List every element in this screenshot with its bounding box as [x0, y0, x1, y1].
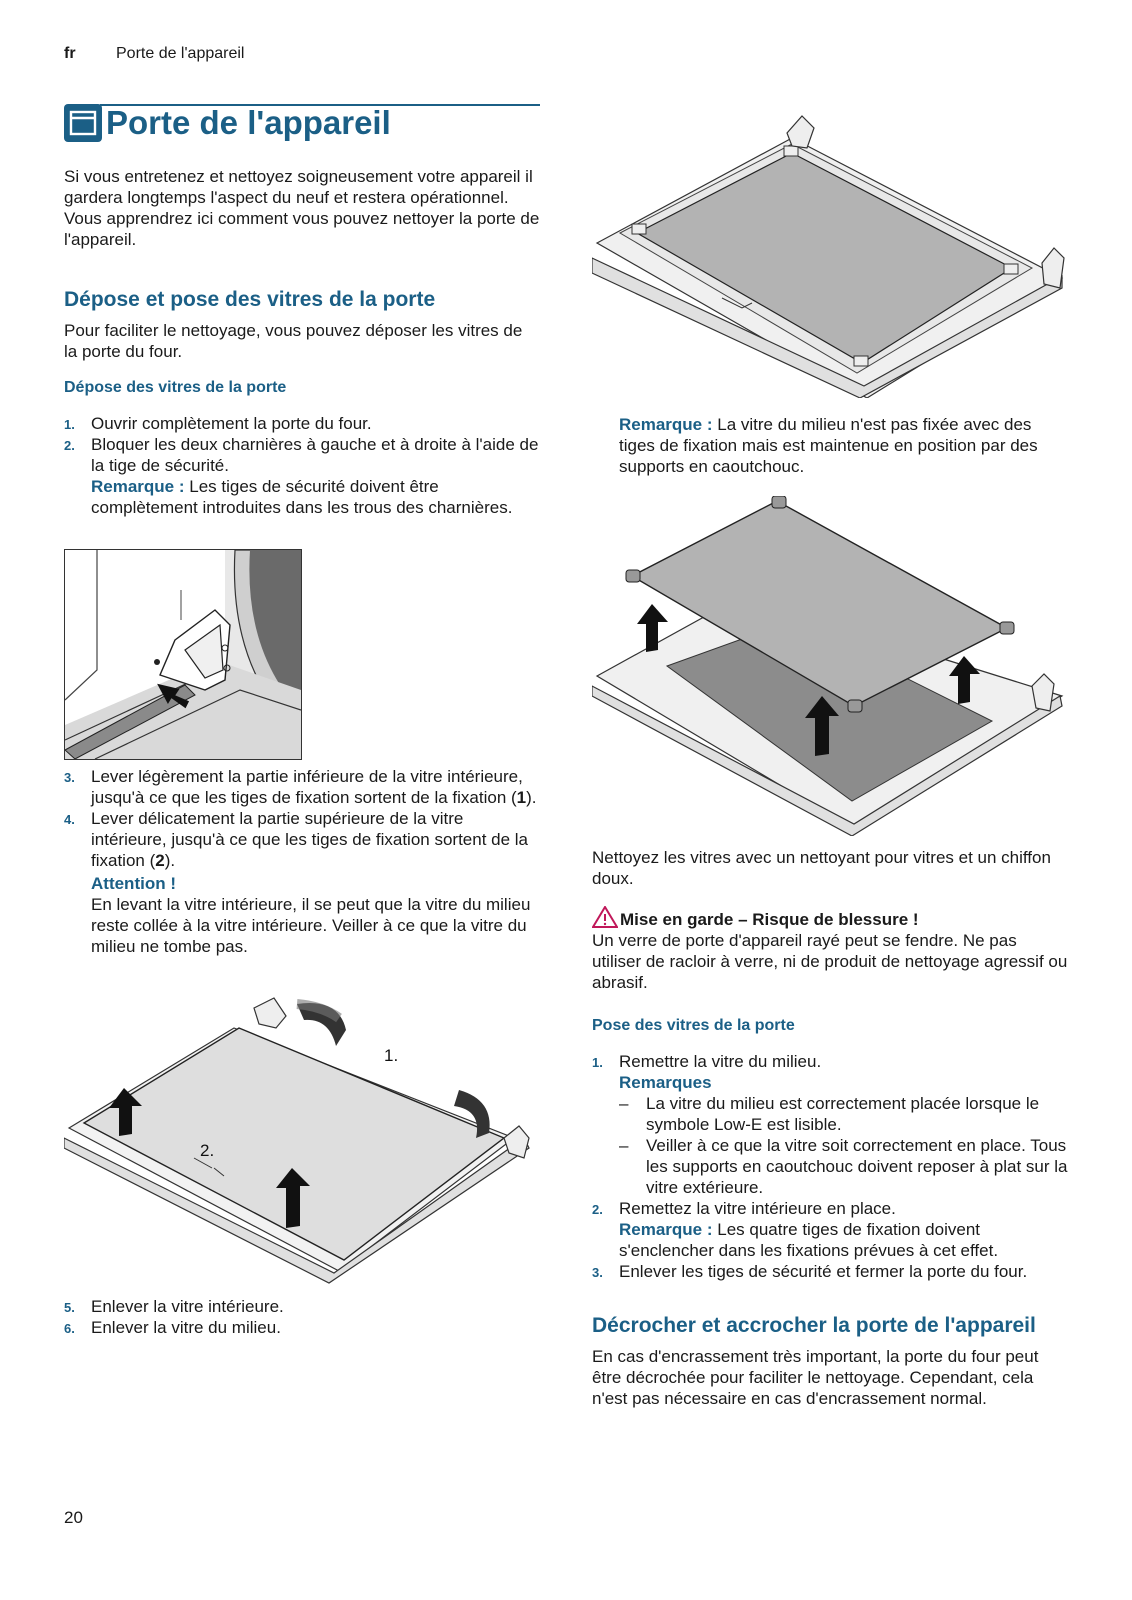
door-icon — [64, 104, 102, 142]
remarque-item: – Veiller à ce que la vitre soit correctement en place. Tous les supports en caoutchouc doivent reposer à plat sur la vitre extérieure. — [619, 1136, 1068, 1197]
step-6 — [64, 1317, 540, 1338]
attention-block — [64, 873, 540, 957]
middle-glass-figure — [592, 496, 1072, 836]
attention-text: En levant la vitre intérieure, il se peut que la vitre du milieu reste collée à la vitre intérieure. Veiller à ce que la vitre du milieu ne tombe pas. — [91, 895, 531, 956]
step-2 — [64, 434, 540, 476]
left-column — [64, 166, 540, 518]
step-end: ). — [164, 851, 176, 870]
section1-text: Pour faciliter le nettoyage, vous pouvez déposer les vitres de la porte du four. — [64, 321, 523, 361]
right-note-1 — [592, 414, 1068, 477]
step-text: Remettre la vitre du milieu. — [619, 1052, 822, 1071]
note-text: Les quatre tiges de fixation doivent s'enclencher dans les fixations prévues à cet effet. — [619, 1220, 999, 1260]
step-2-note — [64, 476, 540, 518]
pose-step-3 — [592, 1261, 1068, 1282]
section2-heading: Décrocher et accrocher la porte de l'appareil — [592, 1314, 1036, 1337]
header-lang: fr — [64, 45, 76, 62]
lift-glass-figure — [64, 988, 540, 1288]
note-text: Les tiges de sécurité doivent être complètement introduites dans les trous des charnières. — [91, 477, 513, 517]
pose-step-2 — [592, 1198, 1068, 1219]
remarque-text: Veiller à ce que la vitre soit correctement en place. Tous les supports en caoutchouc doivent reposer à plat sur la vitre extérieure. — [646, 1136, 1068, 1197]
left-column-3 — [64, 1296, 540, 1338]
step-number: 3. — [64, 770, 75, 785]
pose-step-1 — [592, 1051, 1068, 1072]
page-title: Porte de l'appareil — [106, 104, 391, 141]
step-text: Enlever les tiges de sécurité et fermer la porte du four. — [619, 1262, 1028, 1281]
step-text: Lever délicatement la partie supérieure de la vitre intérieure, jusqu'à ce que les tiges de fixation sortent de la fixation ( — [91, 809, 529, 870]
step-ref: 1 — [516, 788, 527, 807]
remarques-block — [592, 1072, 1068, 1198]
page-number: 20 — [64, 1508, 83, 1527]
step-end: ). — [526, 788, 537, 807]
figure-label-1: 1. — [384, 1046, 399, 1065]
step-5 — [64, 1296, 540, 1317]
note-text: La vitre du milieu n'est pas fixée avec des tiges de fixation mais est maintenue en position par des supports en caoutchouc. — [619, 415, 1038, 476]
note-label: Remarque : — [619, 1220, 713, 1239]
step-number: 6. — [64, 1321, 75, 1336]
hinge-figure — [64, 549, 302, 760]
clean-text: Nettoyez les vitres avec un nettoyant pour vitres et un chiffon doux. — [592, 848, 1051, 888]
step-number: 2. — [592, 1202, 603, 1217]
remarque-text: La vitre du milieu est correctement placée lorsque le symbole Low-E est lisible. — [646, 1094, 1040, 1134]
step-number: 1. — [592, 1055, 603, 1070]
left-column-2 — [64, 766, 540, 957]
section2-text: En cas d'encrassement très important, la porte du four peut être décrochée pour faciliter le nettoyage. Cependant, cela n'est pas nécessaire en cas d'encrassement normal. — [592, 1347, 1039, 1408]
figure-label-2: 2. — [200, 1141, 215, 1160]
page-header — [64, 45, 245, 63]
step-text: Lever légèrement la partie inférieure de la vitre intérieure, jusqu'à ce que les tiges de fixation sortent de la fixation ( — [91, 767, 523, 807]
step-text: Enlever la vitre intérieure. — [91, 1297, 284, 1316]
warning-title: Mise en garde – Risque de blessure ! — [620, 910, 919, 929]
door-frame-figure — [592, 108, 1072, 398]
step-number: 3. — [592, 1265, 603, 1280]
section1-heading: Dépose et pose des vitres de la porte — [64, 288, 436, 311]
step-text: Remettez la vitre intérieure en place. — [619, 1199, 896, 1218]
header-section: Porte de l'appareil — [116, 45, 245, 62]
step-number: 1. — [64, 417, 75, 432]
pose-heading: Pose des vitres de la porte — [592, 1017, 795, 1034]
remarque-item: – La vitre du milieu est correctement placée lorsque le symbole Low-E est lisible. — [619, 1094, 1040, 1134]
pose-steps — [592, 1051, 1068, 1282]
step-ref: 2 — [155, 851, 165, 870]
step-number: 4. — [64, 812, 75, 827]
depose-steps — [64, 413, 540, 518]
intro-text: Si vous entretenez et nettoyez soigneusement votre appareil il gardera longtemps l'aspect du neuf et restera opérationnel. Vous apprendrez ici comment vous pouvez nettoyer la porte de l'appareil. — [64, 167, 540, 249]
right-column — [592, 847, 1068, 1409]
step-4 — [64, 808, 540, 871]
depose-heading: Dépose des vitres de la porte — [64, 379, 287, 396]
note-label: Remarque : — [91, 477, 185, 496]
pose-note — [592, 1219, 1068, 1261]
step-3 — [64, 766, 540, 808]
step-number: 2. — [64, 438, 75, 453]
remarques-label: Remarques — [619, 1073, 712, 1092]
step-text: Bloquer les deux charnières à gauche et à droite à l'aide de la tige de sécurité. — [91, 435, 539, 475]
step-1 — [64, 413, 540, 434]
step-number: 5. — [64, 1300, 75, 1315]
attention-label: Attention ! — [91, 874, 176, 893]
warning-icon — [592, 906, 618, 928]
warning-text: Un verre de porte d'appareil rayé peut se fendre. Ne pas utiliser de racloir à verre, ni de produit de nettoyage agressif ou abrasif. — [592, 931, 1068, 992]
step-text: Enlever la vitre du milieu. — [91, 1318, 281, 1337]
note-label: Remarque : — [619, 415, 713, 434]
warning-block — [592, 909, 1068, 993]
step-text: Ouvrir complètement la porte du four. — [91, 414, 372, 433]
